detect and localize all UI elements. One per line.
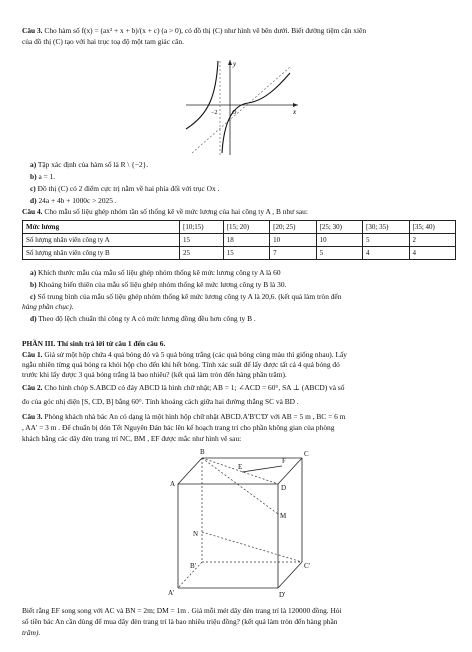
table-header-cell: [30; 35) (363, 221, 409, 234)
table-cell: 10 (316, 234, 362, 247)
box-label-B: B (200, 448, 205, 456)
table-cell: Số lượng nhân viên công ty B (23, 247, 180, 260)
table-cell: 4 (409, 247, 456, 260)
living-room-box-figure (160, 444, 320, 602)
box-label-Bp: B' (190, 562, 196, 570)
table-header-row (23, 221, 456, 234)
box-label-F: F (282, 457, 286, 465)
box-label-A: A (170, 480, 176, 488)
table-header-cell: [20; 25) (270, 221, 316, 234)
table-cell: Số lượng nhân viên công ty A (23, 234, 180, 247)
c3-line1: Câu 3. Phòng khách nhà bác An có dạng là một hình hộp chữ nhật ABCD.A'B'C'D' với AB = 5 m , BC = 6 m (22, 412, 346, 421)
table-header-cell: [25; 30) (316, 221, 362, 234)
q3-statement-b: b) a = 1. (30, 172, 56, 181)
table-cell: 4 (363, 247, 409, 260)
table-cell: 15 (180, 234, 224, 247)
table-header-cell: [15; 20) (223, 221, 269, 234)
box-label-C: C (304, 450, 309, 458)
graph-neg2-label: −2 (211, 110, 218, 116)
q3-statement-a: a) Tập xác định của hàm số là R \ {−2}. (30, 160, 149, 169)
q4-statement-a: a) Khích thước mẫu của mẫu số liệu ghép nhóm thống kê mức lương công ty A là 60 (30, 268, 281, 277)
table-cell: 5 (363, 234, 409, 247)
c3-tail-line2: số tiền bác An cần dùng để mua dây đèn trang trí là bao nhiêu triệu đồng? (kết quả làm tròn đến hàng phần (22, 617, 338, 626)
c1-line1: Câu 1. Giả sử một hộp chứa 4 quả bóng đỏ và 5 quả bóng trắng (các quả bóng cùng màu thì giống nhau). Lấy (22, 350, 347, 359)
box-label-N: N (193, 530, 199, 538)
salary-frequency-table (22, 220, 456, 260)
q4-statement-c-cont: hàng phần chục). (22, 302, 74, 311)
box-label-Ap: A' (168, 589, 175, 597)
q3-intro-line2: của đồ thị (C) tạo với hai trục toạ độ một tam giác cân. (22, 37, 184, 46)
graph-y-label: y (233, 60, 237, 68)
c2-line2: đo của góc nhị diện [S, CD, B] bằng 60°. Tính khoảng cách giữa hai đường thẳng SC và BD . (22, 397, 299, 406)
c3-tail-line3: trăm). (22, 628, 41, 637)
box-label-E: E (238, 463, 243, 471)
table-cell: 2 (409, 234, 456, 247)
c3-line3: khách bằng các dây đèn trang trí NC, BM , EF được mắc như hình vẽ sau: (22, 434, 242, 443)
table-cell: 15 (223, 247, 269, 260)
table-header-cell: Mức lương (23, 221, 180, 234)
c3-line2: , AA' = 3 m . Để chuẩn bị đón Tết Nguyên Đán bác lên kế hoạch trang trí cho phần không gian của phòng (22, 423, 335, 432)
q4-statement-d: d) Theo độ lệch chuẩn thì công ty A có mức lương đồng đều hơn công ty B . (30, 314, 256, 323)
q4-statement-b: b) Khoảng biến thiên của mẫu số liệu ghép nhóm thống kê mức lương công ty B là 30. (30, 280, 287, 289)
c2-line1: Câu 2. Cho hình chóp S.ABCD có đáy ABCD là hình chữ nhật; AB = 1; ∠ACD = 60°, SA ⊥ (ABCD) và số (22, 383, 345, 392)
table-cell: 25 (180, 247, 224, 260)
box-label-Dp: D' (279, 591, 286, 599)
q3-statement-d: d) 24a + 4b + 1000c > 2025 . (30, 196, 117, 205)
table-cell: 10 (270, 234, 316, 247)
table-cell: 18 (223, 234, 269, 247)
c1-line3: trước khi lấy được 3 quả bóng trắng là bao nhiêu? (kết quả làm tròn đến hàng phần trăm). (22, 370, 287, 379)
q4-intro: Câu 4. Cho mẫu số liệu ghép nhóm tần số thống kê về mức lương của hai công ty A , B như sau: (22, 207, 308, 216)
q3-intro-line1: Câu 3. Cho hàm số f(x) = (ax² + x + b)/(x + c) (a > 0), có đồ thị (C) như hình vẽ bên dưới. Biết đường tiệm cận xiên (22, 26, 367, 35)
graph-x-label: x (293, 108, 297, 116)
q3-statement-c: c) Đồ thị (C) có 2 điểm cực trị nằm về hai phía đối với trục Ox . (30, 184, 220, 193)
table-cell: 5 (316, 247, 362, 260)
table-header-cell: [10;15) (180, 221, 224, 234)
table-header-cell: [35; 40) (409, 221, 456, 234)
table-row (23, 234, 456, 247)
table-row (23, 247, 456, 260)
q4-statement-c: c) Số trung bình của mẫu số liệu ghép nhóm thống kê mức lương công ty A là 20,6. (kết quả làm tròn đến (30, 292, 342, 301)
box-label-D: D (281, 484, 287, 492)
box-label-M: M (280, 512, 287, 520)
table-cell: 7 (270, 247, 316, 260)
c3-tail-line1: Biết rằng EF song song với AC và BN = 2m; DM = 1m . Giả mỗi mét dây đèn trang trí là 120000 đồng. Hỏi (22, 606, 342, 615)
part3-title: PHẦN III. Thí sinh trả lời từ câu 1 đến câu 6. (22, 339, 166, 348)
c1-line2: ngẫu nhiên từng quả bóng ra khỏi hộp cho đến khi hết bóng. Tính xác suất để lấy được tất cả 4 quả bóng đỏ (22, 360, 340, 369)
graph-origin-label: O (232, 110, 237, 116)
box-label-Cp: C' (304, 562, 310, 570)
q3-function-graph (178, 57, 302, 157)
